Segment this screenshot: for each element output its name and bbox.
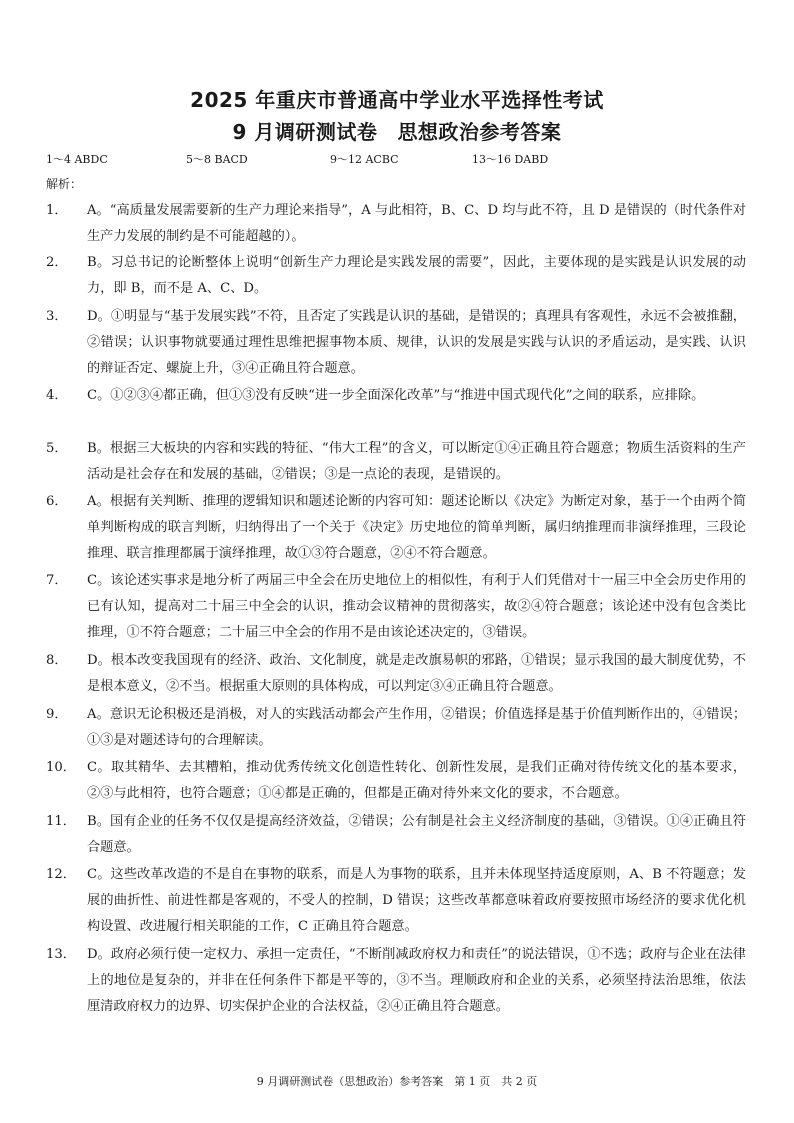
item-explanation: 习总书记的论断整体上说明“创新生产力理论是实践发展的需要”，因此，主要体现的是实践是认识发展的动力，即 B，而不是 A、C、D。 bbox=[87, 255, 746, 296]
analysis-item bbox=[46, 304, 746, 382]
item-explanation: 取其精华、去其糟粕，推动优秀传统文化创造性转化、创新性发展，是我们正确对待传统文化的基本要求，②③与此相符，也符合题意；①④都是正确的，但都是正确对待外来文化的要求，不合题意。 bbox=[87, 760, 747, 801]
subtitle-answer-name: 思想政治参考答案 bbox=[397, 120, 562, 144]
item-number: 2． bbox=[46, 255, 68, 270]
item-explanation: 意识无论积极还是消极，对人的实践活动都会产生作用，②错误；价值选择是基于价值判断作出的，④错误；①③是对题述诗句的合理解读。 bbox=[87, 707, 747, 748]
item-number: 13． bbox=[46, 947, 76, 962]
analysis-label: 解析： bbox=[46, 177, 83, 191]
subtitle-exam-name: 9 月调研测试卷 bbox=[232, 120, 378, 144]
analysis-item bbox=[46, 862, 746, 940]
item-explanation: ①明显与“基于发展实践”不符，且否定了实践是认识的基础，是错误的；真理具有客观性，永远不会被推翻，②错误；认识事物就要通过理性思维把握事物本质、规律，认识的发展是实践与认识的矛盾运动，是实践、认识的辩证否定、螺旋上升，③④正确且符合题意。 bbox=[87, 309, 746, 376]
answer-key-group: 13～16 DABD bbox=[472, 153, 549, 166]
item-answer-letter: C。 bbox=[87, 388, 111, 403]
item-answer-letter: D。 bbox=[87, 309, 111, 324]
item-answer-letter: A。 bbox=[87, 203, 110, 218]
item-explanation: 政府必须行使一定权力、承担一定责任，“不断削减政府权力和责任”的说法错误，①不选；政府与企业在法律上的地位是复杂的，并非在任何条件下都是平等的，③不当。理顺政府和企业的关系，必须坚持法治思维，依法厘清政府权力的边界、切实保护企业的合法权益，②④正确且符合题意。 bbox=[87, 947, 746, 1014]
item-answer-letter: B。 bbox=[87, 814, 111, 829]
analysis-item bbox=[46, 755, 746, 807]
page-subtitle bbox=[0, 116, 794, 145]
item-answer-letter: D。 bbox=[87, 947, 111, 962]
item-number: 7． bbox=[46, 573, 68, 588]
analysis-item bbox=[46, 809, 746, 861]
analysis-item bbox=[46, 383, 746, 409]
item-explanation: ①②③④都正确，但①③没有反映“进一步全面深化改革”与“推进中国式现代化”之间的联系，应排除。 bbox=[110, 388, 705, 403]
analysis-item bbox=[46, 250, 746, 302]
item-number: 11． bbox=[46, 814, 76, 829]
answer-key-group: 5～8 BACD bbox=[186, 153, 248, 166]
analysis-item bbox=[46, 702, 746, 754]
item-answer-letter: C。 bbox=[87, 867, 111, 882]
item-number: 3． bbox=[46, 309, 68, 324]
item-answer-letter: B。 bbox=[87, 255, 111, 270]
answer-key-group: 9～12 ACBC bbox=[330, 153, 399, 166]
item-number: 4． bbox=[46, 388, 68, 403]
page-title: 2025 年重庆市普通高中学业水平选择性考试 bbox=[190, 88, 604, 112]
item-explanation: 国有企业的任务不仅仅是提高经济效益，②错误；公有制是社会主义经济制度的基础，③错误。①④正确且符合题意。 bbox=[87, 814, 746, 855]
item-number: 1． bbox=[46, 203, 68, 218]
item-explanation: “高质量发展需要新的生产力理论来指导”，A 与此相符，B、C、D 均与此不符，且 D 是错误的（时代条件对生产力发展的制约是不可能超越的）。 bbox=[87, 203, 746, 244]
item-number: 9． bbox=[46, 707, 68, 722]
item-answer-letter: C。 bbox=[87, 760, 111, 775]
analysis-item bbox=[46, 648, 746, 700]
item-answer-letter: B。 bbox=[87, 441, 110, 456]
analysis-item bbox=[46, 568, 746, 646]
analysis-item bbox=[46, 942, 746, 1020]
item-explanation: 根据有关判断、推理的逻辑知识和题述论断的内容可知：题述论断以《决定》为断定对象，基于一个由两个简单判断构成的联言判断，归纳得出了一个关于《决定》历史地位的简单判断，属归纳推理而非演绎推理，三段论推理、联言推理都属于演绎推理，故①③符合题意，②④不符合题意。 bbox=[87, 494, 747, 561]
item-number: 6． bbox=[46, 494, 68, 509]
page-footer: 9 月调研测试卷（思想政治）参考答案 第 1 页 共 2 页 bbox=[256, 1075, 538, 1088]
analysis-item bbox=[46, 436, 746, 488]
item-explanation: 该论述实事求是地分析了两届三中全会在历史地位上的相似性，有利于人们凭借对十一届三中全会历史作用的已有认知，提高对二十届三中全会的认识，推动会议精神的贯彻落实，故②④符合题意；该论述中没有包含类比推理，①不符合题意；二十届三中全会的作用不是由该论述决定的，③错误。 bbox=[87, 573, 746, 640]
item-number: 10． bbox=[46, 760, 76, 775]
item-answer-letter: A。 bbox=[87, 707, 110, 722]
item-explanation: 根本改变我国现有的经济、政治、文化制度，就是走改旗易帜的邪路，①错误；显示我国的最大制度优势，不是根本意义，②不当。根据重大原则的具体构成，可以判定③④正确且符合题意。 bbox=[87, 653, 746, 694]
item-answer-letter: D。 bbox=[87, 653, 111, 668]
analysis-item bbox=[46, 489, 746, 567]
item-explanation: 这些改革改造的不是自在事物的联系，而是人为事物的联系，且并未体现坚持适度原则，A、B 不符题意；发展的曲折性、前进性都是客观的，不受人的控制，D 错误；这些改革都意味着政府要按照市场经济的要求优化机构设置、改进履行相关职能的工作，C 正确且符合题意。 bbox=[87, 867, 746, 934]
analysis-item bbox=[46, 198, 746, 250]
item-number: 8． bbox=[46, 653, 68, 668]
item-number: 12． bbox=[46, 867, 76, 882]
item-number: 5． bbox=[46, 441, 68, 456]
answer-key-group: 1～4 ABDC bbox=[46, 153, 108, 166]
item-explanation: 根据三大板块的内容和实践的特征、“伟大工程”的含义，可以断定①④正确且符合题意；物质生活资料的生产活动是社会存在和发展的基础，②错误；③是一点论的表现，是错误的。 bbox=[87, 441, 746, 482]
answer-key-row bbox=[46, 151, 746, 167]
item-answer-letter: A。 bbox=[87, 494, 110, 509]
item-answer-letter: C。 bbox=[87, 573, 111, 588]
